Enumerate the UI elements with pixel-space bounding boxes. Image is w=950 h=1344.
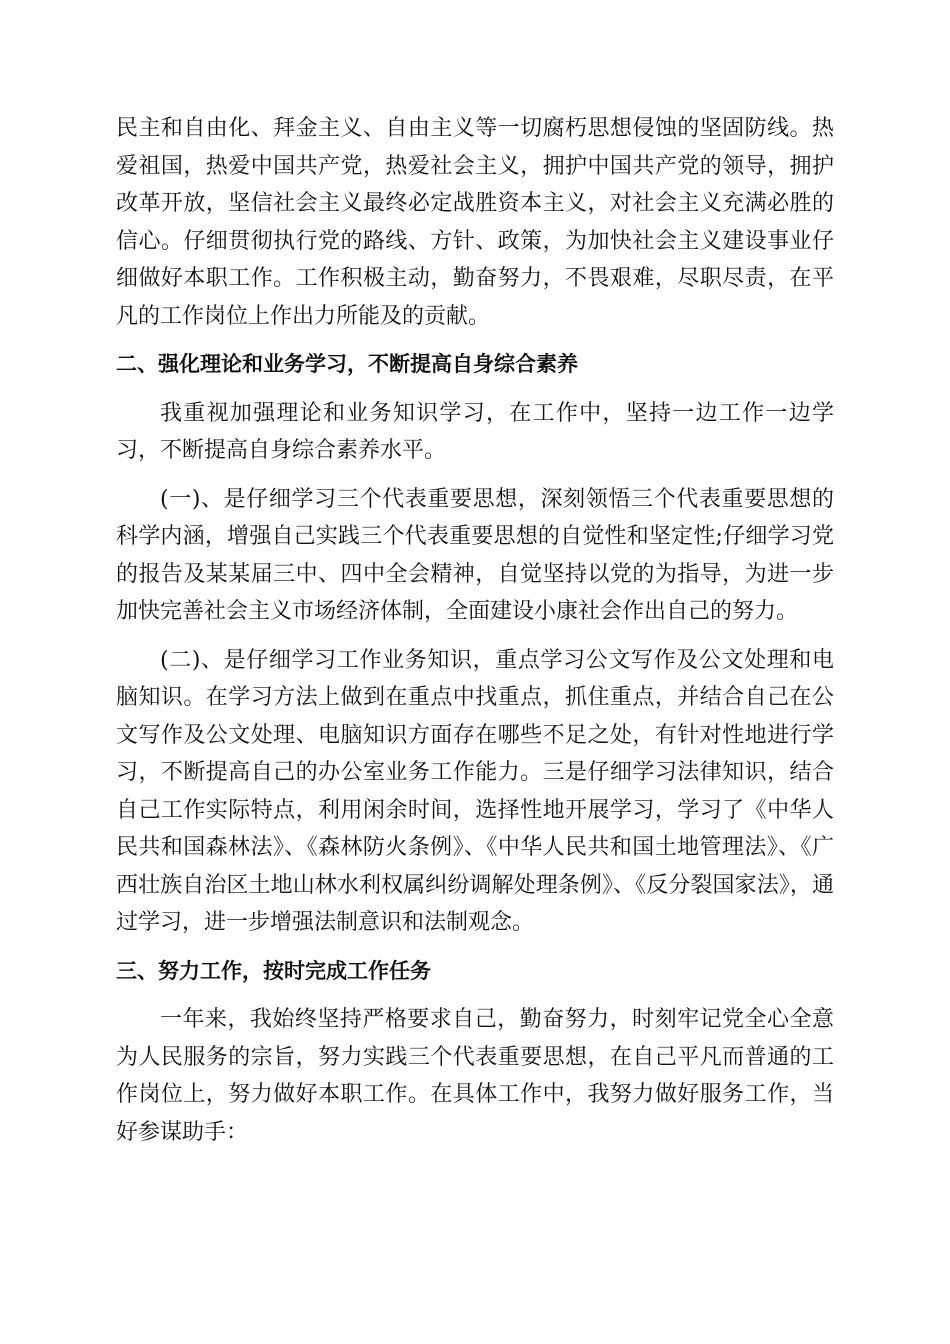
paragraph-study-business: (二)、是仔细学习工作业务知识，重点学习公文写作及公文处理和电脑知识。在学习方法上做到在重点中找重点，抓住重点，并结合自己在公文写作及公文处理、电脑知识方面存在哪些不足之处，有针对性地进行学习，不断提高自己的办公室业务工作能力。三是仔细学习法律知识，结合自己工作实际特点，利用闲余时间，选择性地开展学习，学习了《中华人民共和国森林法》、《森林防火条例》、《中华人民共和国土地管理法》、《广西壮族自治区土地山林水利权属纠纷调解处理条例》、《反分裂国家法》，通过学习，进一步增强法制意识和法制观念。 — [116, 647, 834, 935]
document-page — [116, 110, 834, 1162]
section-heading-2: 二、强化理论和业务学习，不断提高自身综合素养 — [116, 352, 578, 376]
paragraph-intro: 民主和自由化、拜金主义、自由主义等一切腐朽思想侵蚀的坚固防线。热爱祖国，热爱中国共产党，热爱社会主义，拥护中国共产党的领导，拥护改革开放，坚信社会主义最终必定战胜资本主义，对社会主义充满必胜的信心。仔细贯彻执行党的路线、方针、政策，为加快社会主义建设事业仔细做好本职工作。工作积极主动，勤奋努力，不畏艰难，尽职尽责，在平凡的工作岗位上作出力所能及的贡献。 — [116, 116, 834, 329]
paragraph-work-summary: 一年来，我始终坚持严格要求自己，勤奋努力，时刻牢记党全心全意为人民服务的宗旨，努力实践三个代表重要思想，在自己平凡而普通的工作岗位上，努力做好本职工作。在具体工作中，我努力做好服务工作，当好参谋助手： — [116, 1007, 834, 1145]
paragraph-study-theory: (一)、是仔细学习三个代表重要思想，深刻领悟三个代表重要思想的科学内涵，增强自己实践三个代表重要思想的自觉性和坚定性;仔细学习党的报告及某某届三中、四中全会精神，自觉坚持以党的为指导，为进一步加快完善社会主义市场经济体制，全面建设小康社会作出自己的努力。 — [116, 486, 834, 624]
paragraph-study-overview: 我重视加强理论和业务知识学习，在工作中，坚持一边工作一边学习，不断提高自身综合素养水平。 — [116, 400, 834, 463]
section-heading-3: 三、努力工作，按时完成工作任务 — [116, 958, 431, 983]
